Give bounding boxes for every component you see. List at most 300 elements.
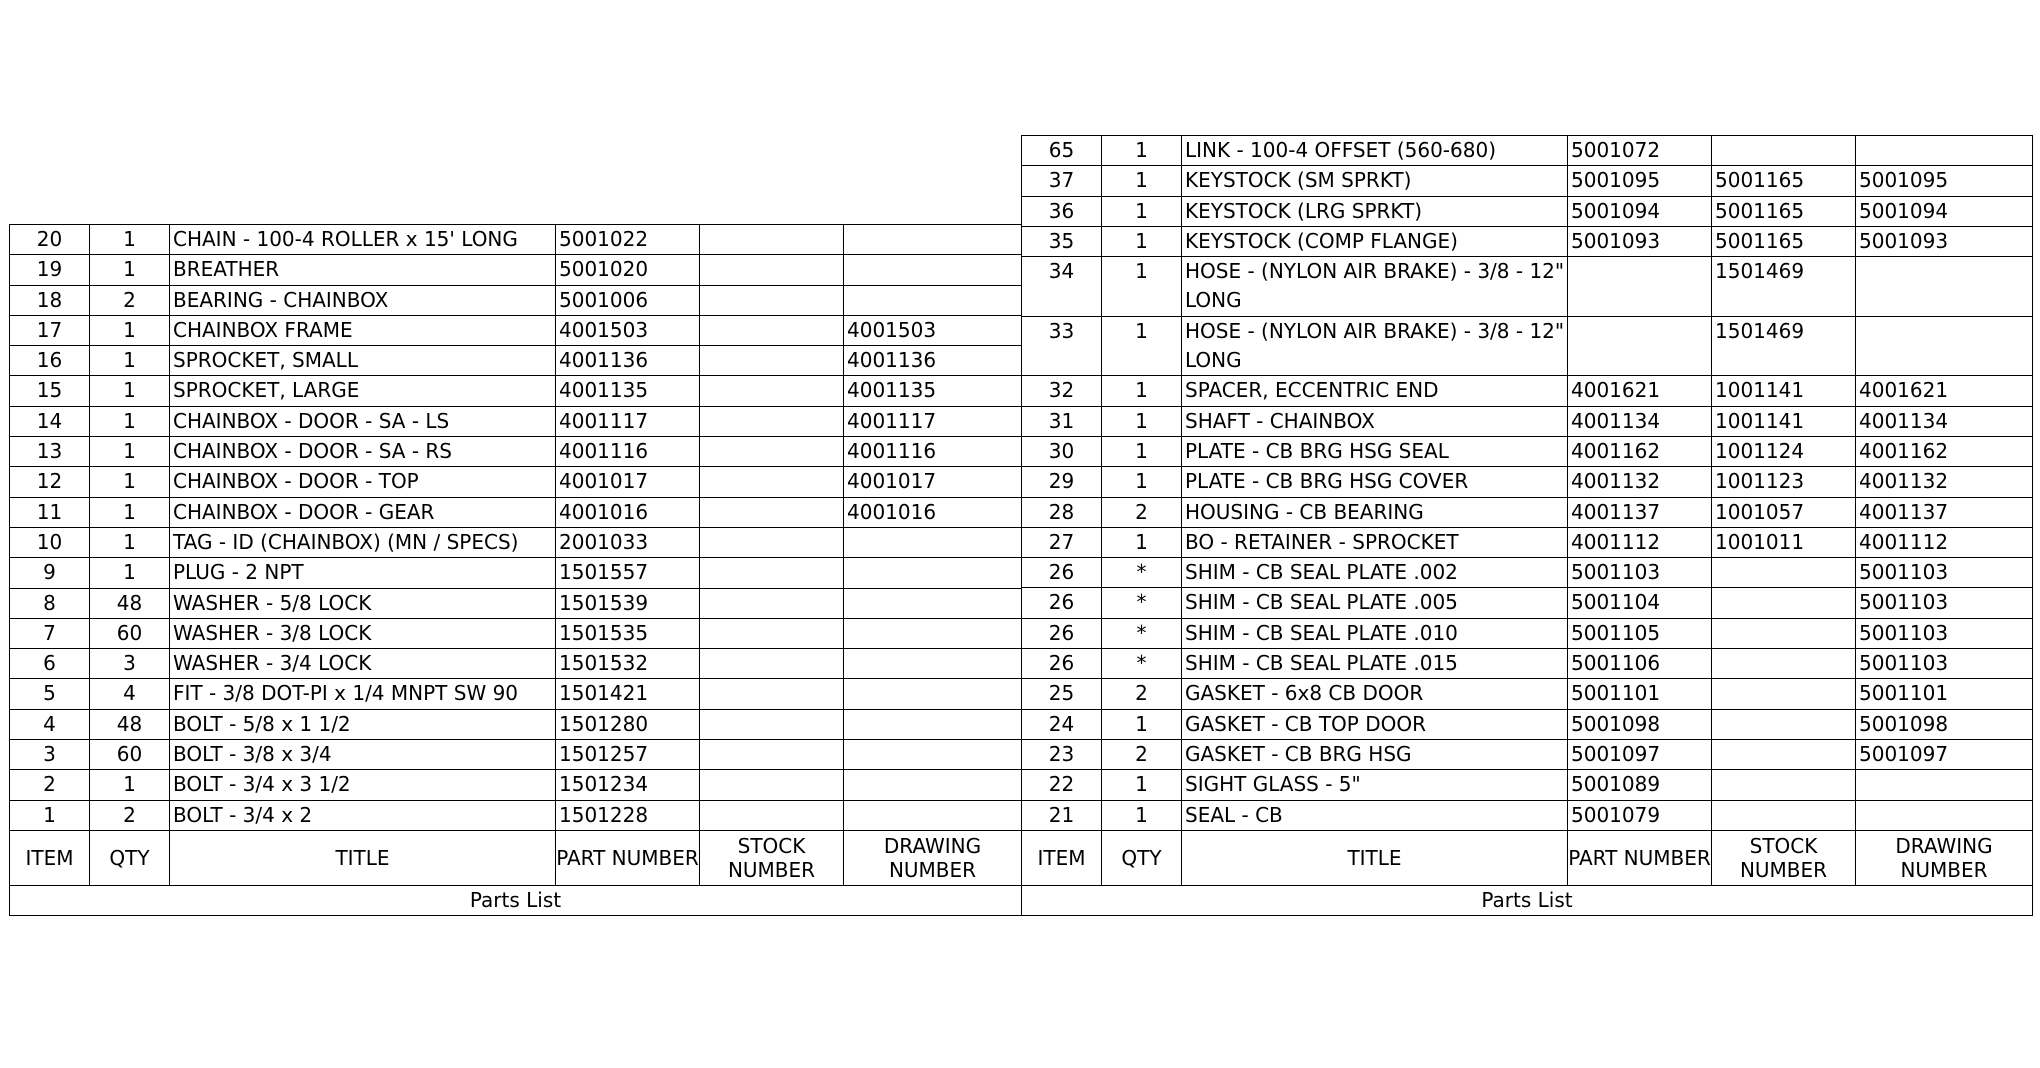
cell-item: 5 (10, 679, 90, 709)
cell-stock-number (700, 527, 844, 557)
table-row (1022, 800, 2033, 830)
cell-qty: * (1102, 649, 1182, 679)
cell-stock-number (700, 558, 844, 588)
table-row (10, 588, 1022, 618)
table-row (1022, 136, 2033, 166)
cell-item: 18 (10, 285, 90, 315)
cell-drawing-number (844, 255, 1022, 285)
cell-part-number: 5001097 (1568, 739, 1712, 769)
header-drawing-number: DRAWING NUMBER (844, 830, 1022, 885)
cell-title: SPROCKET, LARGE (170, 376, 556, 406)
cell-qty: 1 (90, 346, 170, 376)
cell-stock-number (700, 255, 844, 285)
cell-item: 35 (1022, 226, 1102, 256)
cell-title: PLATE - CB BRG HSG SEAL (1182, 436, 1568, 466)
table-row (1022, 527, 2033, 557)
cell-stock-number (700, 225, 844, 255)
cell-stock-number (700, 376, 844, 406)
cell-qty: 1 (1102, 467, 1182, 497)
cell-drawing-number: 5001103 (1856, 649, 2033, 679)
table-row (10, 618, 1022, 648)
table-row (1022, 376, 2033, 406)
table-row (1022, 770, 2033, 800)
cell-stock-number (1712, 739, 1856, 769)
cell-stock-number: 5001165 (1712, 226, 1856, 256)
cell-title: BREATHER (170, 255, 556, 285)
table-row (10, 376, 1022, 406)
cell-item: 65 (1022, 136, 1102, 166)
cell-item: 6 (10, 649, 90, 679)
header-qty: QTY (90, 830, 170, 885)
cell-stock-number (1712, 800, 1856, 830)
cell-drawing-number: 4001134 (1856, 406, 2033, 436)
cell-part-number: 5001093 (1568, 226, 1712, 256)
table-row (1022, 166, 2033, 196)
header-item: ITEM (10, 830, 90, 885)
cell-drawing-number (844, 709, 1022, 739)
cell-qty: 1 (1102, 709, 1182, 739)
cell-title: CHAINBOX - DOOR - TOP (170, 467, 556, 497)
parts-list-label: Parts List (10, 885, 1022, 915)
cell-part-number: 5001022 (556, 225, 700, 255)
cell-part-number: 5001072 (1568, 136, 1712, 166)
cell-item: 19 (10, 255, 90, 285)
table-row (10, 649, 1022, 679)
parts-list-left-body (10, 225, 1022, 831)
cell-stock-number (1712, 649, 1856, 679)
cell-qty: 1 (90, 527, 170, 557)
cell-title: WASHER - 3/8 LOCK (170, 618, 556, 648)
cell-item: 27 (1022, 527, 1102, 557)
cell-qty: 1 (1102, 316, 1182, 376)
table-row (1022, 316, 2033, 376)
cell-stock-number: 1501469 (1712, 257, 1856, 317)
cell-title: BOLT - 5/8 x 1 1/2 (170, 709, 556, 739)
cell-qty: 1 (90, 315, 170, 345)
cell-part-number: 5001098 (1568, 709, 1712, 739)
cell-drawing-number: 4001116 (844, 437, 1022, 467)
cell-part-number: 4001112 (1568, 527, 1712, 557)
cell-part-number: 1501421 (556, 679, 700, 709)
cell-drawing-number: 5001094 (1856, 196, 2033, 226)
table-row (1022, 226, 2033, 256)
table-row (1022, 709, 2033, 739)
cell-item: 13 (10, 437, 90, 467)
table-row (1022, 588, 2033, 618)
header-row (10, 830, 1022, 885)
cell-title: CHAIN - 100-4 ROLLER x 15' LONG (170, 225, 556, 255)
cell-title: SHIM - CB SEAL PLATE .015 (1182, 649, 1568, 679)
cell-drawing-number (844, 800, 1022, 830)
table-row (10, 558, 1022, 588)
table-row (10, 800, 1022, 830)
cell-qty: 1 (90, 558, 170, 588)
cell-part-number: 4001162 (1568, 436, 1712, 466)
cell-title: SPROCKET, SMALL (170, 346, 556, 376)
cell-qty: 2 (90, 285, 170, 315)
cell-stock-number (700, 709, 844, 739)
cell-part-number: 5001079 (1568, 800, 1712, 830)
cell-drawing-number (844, 649, 1022, 679)
cell-part-number: 4001016 (556, 497, 700, 527)
cell-stock-number (700, 679, 844, 709)
cell-item: 17 (10, 315, 90, 345)
cell-title: SHAFT - CHAINBOX (1182, 406, 1568, 436)
cell-part-number: 4001116 (556, 437, 700, 467)
cell-part-number: 5001106 (1568, 649, 1712, 679)
cell-stock-number (700, 649, 844, 679)
footer-row (10, 885, 1022, 915)
table-row (1022, 558, 2033, 588)
cell-drawing-number: 5001097 (1856, 739, 2033, 769)
cell-drawing-number: 4001117 (844, 406, 1022, 436)
cell-stock-number (700, 770, 844, 800)
cell-item: 29 (1022, 467, 1102, 497)
cell-title: GASKET - CB TOP DOOR (1182, 709, 1568, 739)
cell-qty: 1 (90, 437, 170, 467)
cell-item: 16 (10, 346, 90, 376)
cell-drawing-number (844, 225, 1022, 255)
cell-title: SHIM - CB SEAL PLATE .005 (1182, 588, 1568, 618)
header-part-number: PART NUMBER (556, 830, 700, 885)
cell-item: 34 (1022, 257, 1102, 317)
cell-qty: 1 (1102, 226, 1182, 256)
cell-part-number: 4001132 (1568, 467, 1712, 497)
cell-item: 31 (1022, 406, 1102, 436)
cell-part-number: 1501228 (556, 800, 700, 830)
cell-part-number: 4001503 (556, 315, 700, 345)
table-row (1022, 257, 2033, 317)
cell-part-number: 4001017 (556, 467, 700, 497)
cell-item: 23 (1022, 739, 1102, 769)
cell-stock-number: 1001123 (1712, 467, 1856, 497)
cell-qty: * (1102, 618, 1182, 648)
parts-list-right (1021, 135, 2033, 916)
cell-title: BOLT - 3/4 x 3 1/2 (170, 770, 556, 800)
cell-part-number: 5001104 (1568, 588, 1712, 618)
cell-drawing-number: 5001101 (1856, 679, 2033, 709)
cell-drawing-number (844, 527, 1022, 557)
cell-qty: 4 (90, 679, 170, 709)
cell-drawing-number (844, 770, 1022, 800)
cell-part-number: 5001094 (1568, 196, 1712, 226)
cell-title: HOSE - (NYLON AIR BRAKE) - 3/8 - 12" LONG (1182, 316, 1568, 376)
cell-drawing-number (1856, 316, 2033, 376)
cell-drawing-number: 4001503 (844, 315, 1022, 345)
cell-title: BEARING - CHAINBOX (170, 285, 556, 315)
cell-item: 4 (10, 709, 90, 739)
footer-row (1022, 885, 2033, 915)
cell-qty: 1 (1102, 136, 1182, 166)
cell-title: TAG - ID (CHAINBOX) (MN / SPECS) (170, 527, 556, 557)
cell-part-number: 1501535 (556, 618, 700, 648)
cell-title: SHIM - CB SEAL PLATE .010 (1182, 618, 1568, 648)
cell-drawing-number: 4001137 (1856, 497, 2033, 527)
cell-title: WASHER - 5/8 LOCK (170, 588, 556, 618)
cell-item: 9 (10, 558, 90, 588)
cell-part-number (1568, 257, 1712, 317)
table-row (10, 709, 1022, 739)
cell-part-number: 4001134 (1568, 406, 1712, 436)
cell-qty: 3 (90, 649, 170, 679)
cell-title: BOLT - 3/8 x 3/4 (170, 740, 556, 770)
cell-part-number: 1501532 (556, 649, 700, 679)
cell-part-number: 4001117 (556, 406, 700, 436)
header-stock-number: STOCK NUMBER (1712, 830, 1856, 885)
table-row (1022, 618, 2033, 648)
cell-part-number: 1501234 (556, 770, 700, 800)
cell-item: 33 (1022, 316, 1102, 376)
cell-qty: 1 (1102, 800, 1182, 830)
cell-stock-number (700, 315, 844, 345)
cell-qty: 2 (1102, 739, 1182, 769)
cell-item: 30 (1022, 436, 1102, 466)
cell-part-number: 5001095 (1568, 166, 1712, 196)
cell-drawing-number: 5001103 (1856, 558, 2033, 588)
cell-drawing-number (844, 285, 1022, 315)
cell-item: 1 (10, 800, 90, 830)
cell-item: 10 (10, 527, 90, 557)
cell-drawing-number: 5001093 (1856, 226, 2033, 256)
cell-title: CHAINBOX FRAME (170, 315, 556, 345)
cell-item: 15 (10, 376, 90, 406)
header-part-number: PART NUMBER (1568, 830, 1712, 885)
cell-part-number: 5001089 (1568, 770, 1712, 800)
cell-title: CHAINBOX - DOOR - GEAR (170, 497, 556, 527)
cell-stock-number (700, 406, 844, 436)
cell-title: BO - RETAINER - SPROCKET (1182, 527, 1568, 557)
cell-item: 3 (10, 740, 90, 770)
cell-title: KEYSTOCK (LRG SPRKT) (1182, 196, 1568, 226)
cell-stock-number: 1001141 (1712, 406, 1856, 436)
cell-title: PLATE - CB BRG HSG COVER (1182, 467, 1568, 497)
table-row (10, 770, 1022, 800)
cell-drawing-number: 4001112 (1856, 527, 2033, 557)
cell-item: 32 (1022, 376, 1102, 406)
cell-stock-number: 1001141 (1712, 376, 1856, 406)
cell-drawing-number (1856, 800, 2033, 830)
table-row (10, 527, 1022, 557)
cell-part-number: 5001103 (1568, 558, 1712, 588)
cell-title: LINK - 100-4 OFFSET (560-680) (1182, 136, 1568, 166)
cell-drawing-number: 5001103 (1856, 588, 2033, 618)
cell-qty: 1 (1102, 166, 1182, 196)
cell-item: 22 (1022, 770, 1102, 800)
cell-drawing-number: 4001135 (844, 376, 1022, 406)
cell-title: SIGHT GLASS - 5" (1182, 770, 1568, 800)
cell-stock-number: 1501469 (1712, 316, 1856, 376)
cell-item: 26 (1022, 558, 1102, 588)
table-row (1022, 649, 2033, 679)
cell-item: 11 (10, 497, 90, 527)
cell-drawing-number: 4001162 (1856, 436, 2033, 466)
cell-stock-number (1712, 679, 1856, 709)
table-row (10, 315, 1022, 345)
cell-stock-number (700, 618, 844, 648)
cell-qty: 1 (90, 497, 170, 527)
cell-qty: 1 (90, 376, 170, 406)
cell-drawing-number (1856, 257, 2033, 317)
cell-qty: 1 (1102, 770, 1182, 800)
cell-part-number: 1501557 (556, 558, 700, 588)
parts-list-left (9, 224, 1022, 916)
cell-drawing-number (844, 740, 1022, 770)
cell-qty: * (1102, 558, 1182, 588)
cell-stock-number (700, 467, 844, 497)
cell-stock-number: 5001165 (1712, 196, 1856, 226)
cell-drawing-number: 5001095 (1856, 166, 2033, 196)
cell-qty: * (1102, 588, 1182, 618)
cell-drawing-number (844, 618, 1022, 648)
cell-title: FIT - 3/8 DOT-PI x 1/4 MNPT SW 90 (170, 679, 556, 709)
cell-item: 7 (10, 618, 90, 648)
cell-item: 26 (1022, 588, 1102, 618)
cell-item: 36 (1022, 196, 1102, 226)
cell-stock-number: 1001124 (1712, 436, 1856, 466)
cell-part-number: 4001135 (556, 376, 700, 406)
cell-qty: 1 (1102, 436, 1182, 466)
cell-qty: 1 (90, 406, 170, 436)
cell-title: BOLT - 3/4 x 2 (170, 800, 556, 830)
cell-stock-number (700, 800, 844, 830)
cell-qty: 1 (90, 225, 170, 255)
table-row (10, 437, 1022, 467)
cell-drawing-number (844, 679, 1022, 709)
cell-item: 37 (1022, 166, 1102, 196)
cell-item: 8 (10, 588, 90, 618)
table-row (10, 406, 1022, 436)
cell-stock-number (1712, 136, 1856, 166)
cell-qty: 1 (1102, 527, 1182, 557)
cell-part-number: 5001020 (556, 255, 700, 285)
cell-title: HOSE - (NYLON AIR BRAKE) - 3/8 - 12" LONG (1182, 257, 1568, 317)
cell-item: 26 (1022, 649, 1102, 679)
cell-item: 25 (1022, 679, 1102, 709)
cell-part-number: 1501257 (556, 740, 700, 770)
cell-item: 26 (1022, 618, 1102, 648)
cell-qty: 1 (90, 255, 170, 285)
cell-stock-number: 1001057 (1712, 497, 1856, 527)
cell-part-number: 1501280 (556, 709, 700, 739)
cell-qty: 1 (90, 770, 170, 800)
cell-qty: 2 (1102, 497, 1182, 527)
cell-drawing-number: 5001103 (1856, 618, 2033, 648)
cell-qty: 1 (1102, 406, 1182, 436)
cell-stock-number (700, 588, 844, 618)
cell-part-number: 1501539 (556, 588, 700, 618)
cell-part-number: 5001101 (1568, 679, 1712, 709)
header-title: TITLE (170, 830, 556, 885)
table-row (1022, 406, 2033, 436)
table-row (10, 679, 1022, 709)
cell-title: SPACER, ECCENTRIC END (1182, 376, 1568, 406)
cell-drawing-number: 4001621 (1856, 376, 2033, 406)
table-row (1022, 679, 2033, 709)
cell-stock-number: 5001165 (1712, 166, 1856, 196)
table-row (1022, 467, 2033, 497)
cell-title: GASKET - CB BRG HSG (1182, 739, 1568, 769)
cell-stock-number (1712, 709, 1856, 739)
cell-part-number: 5001006 (556, 285, 700, 315)
table-row (1022, 436, 2033, 466)
cell-qty: 60 (90, 618, 170, 648)
cell-drawing-number (1856, 136, 2033, 166)
cell-qty: 48 (90, 588, 170, 618)
cell-qty: 1 (1102, 257, 1182, 317)
cell-title: KEYSTOCK (SM SPRKT) (1182, 166, 1568, 196)
cell-item: 2 (10, 770, 90, 800)
cell-stock-number (1712, 770, 1856, 800)
parts-list-right-body (1022, 136, 2033, 831)
cell-item: 20 (10, 225, 90, 255)
cell-qty: 1 (90, 467, 170, 497)
cell-stock-number: 1001011 (1712, 527, 1856, 557)
parts-list-label: Parts List (1022, 885, 2033, 915)
cell-part-number: 4001137 (1568, 497, 1712, 527)
table-row (10, 225, 1022, 255)
cell-qty: 2 (1102, 679, 1182, 709)
cell-title: SEAL - CB (1182, 800, 1568, 830)
table-row (1022, 497, 2033, 527)
table-row (10, 497, 1022, 527)
cell-item: 24 (1022, 709, 1102, 739)
cell-qty: 1 (1102, 376, 1182, 406)
cell-drawing-number: 4001132 (1856, 467, 2033, 497)
cell-item: 14 (10, 406, 90, 436)
cell-drawing-number (844, 558, 1022, 588)
cell-stock-number (1712, 618, 1856, 648)
cell-title: CHAINBOX - DOOR - SA - RS (170, 437, 556, 467)
cell-stock-number (1712, 558, 1856, 588)
cell-part-number (1568, 316, 1712, 376)
table-row (10, 740, 1022, 770)
header-qty: QTY (1102, 830, 1182, 885)
header-item: ITEM (1022, 830, 1102, 885)
cell-drawing-number: 5001098 (1856, 709, 2033, 739)
cell-part-number: 2001033 (556, 527, 700, 557)
cell-title: PLUG - 2 NPT (170, 558, 556, 588)
cell-stock-number (700, 497, 844, 527)
header-drawing-number: DRAWING NUMBER (1856, 830, 2033, 885)
header-stock-number: STOCK NUMBER (700, 830, 844, 885)
cell-stock-number (700, 437, 844, 467)
cell-title: HOUSING - CB BEARING (1182, 497, 1568, 527)
table-row (10, 255, 1022, 285)
cell-stock-number (700, 346, 844, 376)
cell-part-number: 4001136 (556, 346, 700, 376)
cell-qty: 60 (90, 740, 170, 770)
cell-part-number: 5001105 (1568, 618, 1712, 648)
cell-title: GASKET - 6x8 CB DOOR (1182, 679, 1568, 709)
table-row (10, 285, 1022, 315)
cell-title: WASHER - 3/4 LOCK (170, 649, 556, 679)
table-row (1022, 739, 2033, 769)
cell-item: 21 (1022, 800, 1102, 830)
header-title: TITLE (1182, 830, 1568, 885)
table-row (10, 346, 1022, 376)
cell-item: 12 (10, 467, 90, 497)
cell-drawing-number: 4001136 (844, 346, 1022, 376)
table-row (10, 467, 1022, 497)
cell-drawing-number (1856, 770, 2033, 800)
table-row (1022, 196, 2033, 226)
cell-qty: 2 (90, 800, 170, 830)
cell-title: CHAINBOX - DOOR - SA - LS (170, 406, 556, 436)
cell-stock-number (700, 740, 844, 770)
cell-drawing-number: 4001017 (844, 467, 1022, 497)
cell-item: 28 (1022, 497, 1102, 527)
cell-qty: 1 (1102, 196, 1182, 226)
